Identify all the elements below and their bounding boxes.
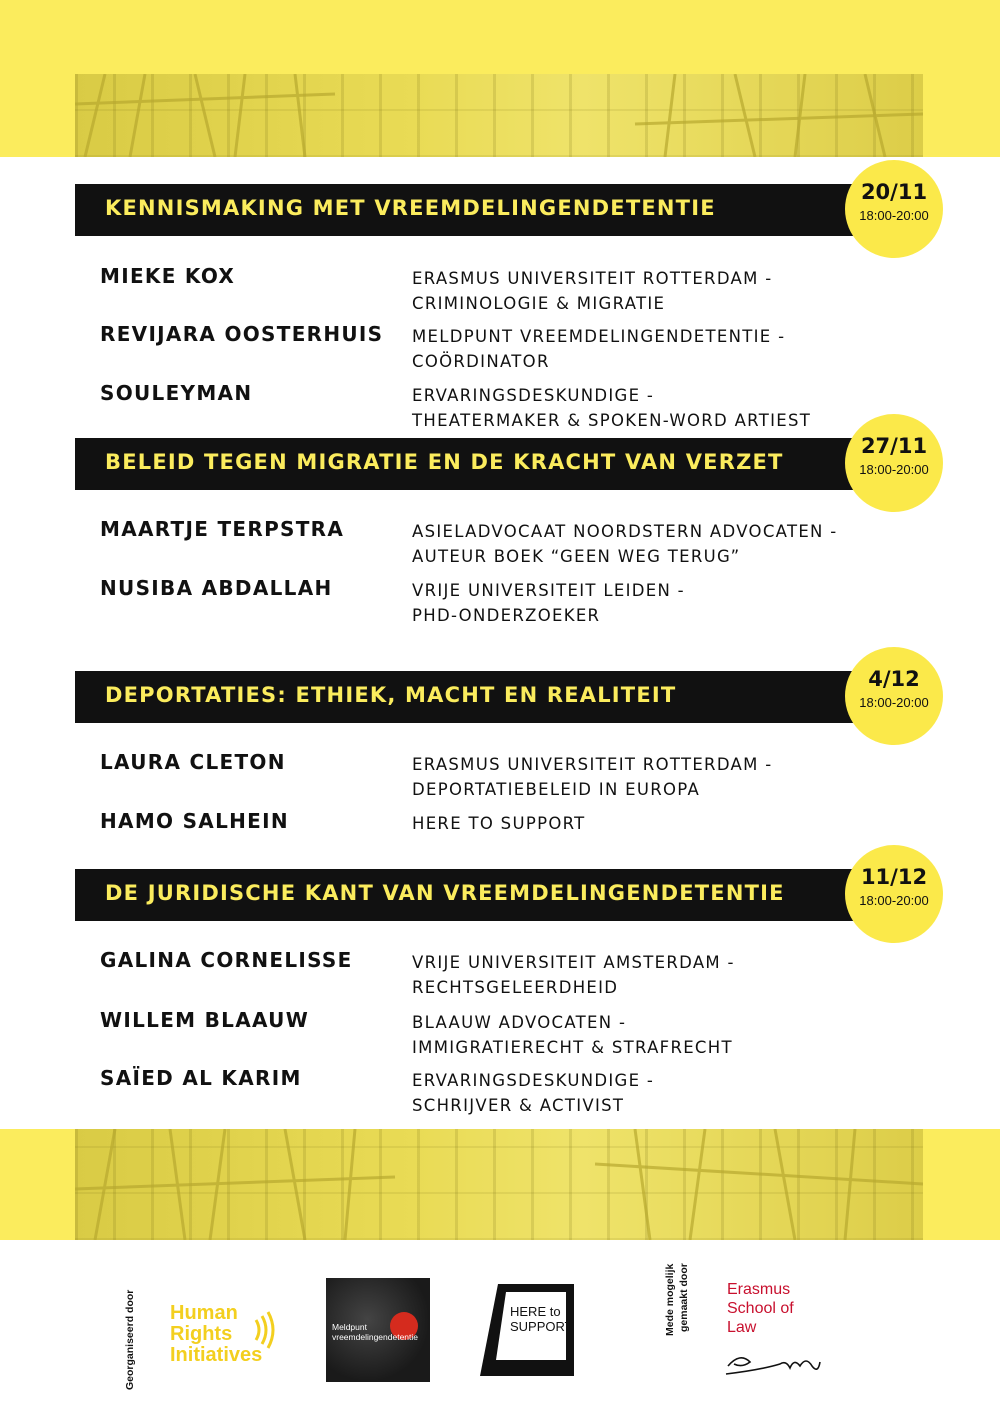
affiliation-line-1: ERVARINGSDESKUNDIGE - <box>412 1071 655 1090</box>
date-badge <box>845 647 943 745</box>
erasmus-school-of-law-logo <box>727 1280 794 1337</box>
esl-line-1: Erasmus <box>727 1281 791 1298</box>
date-badge <box>845 845 943 943</box>
footer-logos <box>0 1240 1000 1414</box>
speaker-name: SAÏED AL KARIM <box>100 1066 302 1090</box>
speaker-name: LAURA CLETON <box>100 750 286 774</box>
human-rights-initiatives-logo <box>170 1303 262 1366</box>
sound-waves-icon <box>250 1310 278 1350</box>
affiliation-line-2: AUTEUR BOEK “GEEN WEG TERUG” <box>412 547 741 566</box>
session-time: 18:00-20:00 <box>859 462 929 477</box>
session-date: 11/12 <box>860 865 928 889</box>
affiliation-line-2: CRIMINOLOGIE & MIGRATIE <box>412 294 666 313</box>
speaker-name: WILLEM BLAAUW <box>100 1008 310 1032</box>
affiliation-line-2: COÖRDINATOR <box>412 352 550 371</box>
session-title: BELEID TEGEN MIGRATIE EN DE KRACHT VAN VERZET <box>105 450 784 474</box>
hts-line-1: HERE to <box>510 1304 561 1319</box>
speaker-name: NUSIBA ABDALLAH <box>100 576 333 600</box>
speaker-name: GALINA CORNELISSE <box>100 948 353 972</box>
session-date: 27/11 <box>860 434 928 458</box>
affiliation-line-1: MELDPUNT VREEMDELINGENDETENTIE - <box>412 327 786 346</box>
session-title: DEPORTATIES: ETHIEK, MACHT EN REALITEIT <box>105 683 677 707</box>
speaker-affiliation <box>412 383 811 433</box>
affiliation-line-1: ASIELADVOCAAT NOORDSTERN ADVOCATEN - <box>412 522 838 541</box>
speaker-affiliation <box>412 519 838 569</box>
affiliation-line-1: VRIJE UNIVERSITEIT AMSTERDAM - <box>412 953 735 972</box>
session-title-bar <box>75 869 865 921</box>
hts-line-2: SUPPORT <box>510 1319 573 1334</box>
session-title: DE JURIDISCHE KANT VAN VREEMDELINGENDETENTIE <box>105 881 785 905</box>
speaker-affiliation <box>412 1010 733 1060</box>
speaker-name: SOULEYMAN <box>100 381 253 405</box>
affiliation-line-2: RECHTSGELEERDHEID <box>412 978 619 997</box>
here-to-support-logo <box>478 1282 576 1378</box>
speaker-affiliation <box>412 578 685 628</box>
erasmus-signature-icon <box>720 1344 824 1382</box>
speaker-affiliation <box>412 324 785 374</box>
made-possible-label-2: gemaakt door <box>678 1263 690 1332</box>
speaker-name: REVIJARA OOSTERHUIS <box>100 322 384 346</box>
session-time: 18:00-20:00 <box>859 208 929 223</box>
affiliation-line-1: ERASMUS UNIVERSITEIT ROTTERDAM - <box>412 269 773 288</box>
session-time: 18:00-20:00 <box>859 695 929 710</box>
speaker-name: HAMO SALHEIN <box>100 809 289 833</box>
affiliation-line-2: IMMIGRATIERECHT & STRAFRECHT <box>412 1038 733 1057</box>
organised-by-label: Georganiseerd door <box>124 1289 136 1390</box>
bottom-photo <box>75 1129 923 1240</box>
session-title: KENNISMAKING MET VREEMDELINGENDETENTIE <box>105 196 716 220</box>
top-header-photo <box>75 74 923 157</box>
affiliation-line-1: ERASMUS UNIVERSITEIT ROTTERDAM - <box>412 755 773 774</box>
affiliation-line-1: VRIJE UNIVERSITEIT LEIDEN - <box>412 581 685 600</box>
esl-line-2: School of <box>727 1300 794 1317</box>
esl-line-3: Law <box>727 1319 757 1336</box>
date-badge <box>845 414 943 512</box>
meldpunt-logo <box>326 1278 430 1382</box>
speaker-affiliation <box>412 950 735 1000</box>
speaker-name: MIEKE KOX <box>100 264 236 288</box>
made-possible-label-1: Mede mogelijk <box>664 1263 676 1336</box>
speaker-affiliation <box>412 266 772 316</box>
speaker-affiliation <box>412 1068 654 1118</box>
mvd-line-1: Meldpunt <box>332 1322 367 1332</box>
session-time: 18:00-20:00 <box>859 893 929 908</box>
speaker-name: MAARTJE TERPSTRA <box>100 517 345 541</box>
hri-line-2: Rights <box>170 1323 233 1345</box>
speaker-affiliation <box>412 752 772 802</box>
session-date: 4/12 <box>868 667 920 691</box>
affiliation-line-2: THEATERMAKER & SPOKEN-WORD ARTIEST <box>412 411 812 430</box>
affiliation-line-1: ERVARINGSDESKUNDIGE - <box>412 386 655 405</box>
session-title-bar <box>75 184 865 236</box>
meldpunt-logo-text <box>332 1322 418 1342</box>
session-date: 20/11 <box>860 180 928 204</box>
speaker-affiliation <box>412 811 586 836</box>
here-to-support-text <box>510 1304 573 1334</box>
mvd-line-2: vreemdelingendetentie <box>332 1332 419 1342</box>
date-badge <box>845 160 943 258</box>
affiliation-line-2: DEPORTATIEBELEID IN EUROPA <box>412 780 701 799</box>
session-title-bar <box>75 671 865 723</box>
affiliation-line-2: PHD-ONDERZOEKER <box>412 606 601 625</box>
hri-line-3: Initiatives <box>170 1344 263 1366</box>
hri-line-1: Human <box>170 1302 238 1324</box>
session-title-bar <box>75 438 865 490</box>
affiliation-line-2: SCHRIJVER & ACTIVIST <box>412 1096 625 1115</box>
affiliation-line-1: HERE TO SUPPORT <box>412 814 586 833</box>
affiliation-line-1: BLAAUW ADVOCATEN - <box>412 1013 627 1032</box>
